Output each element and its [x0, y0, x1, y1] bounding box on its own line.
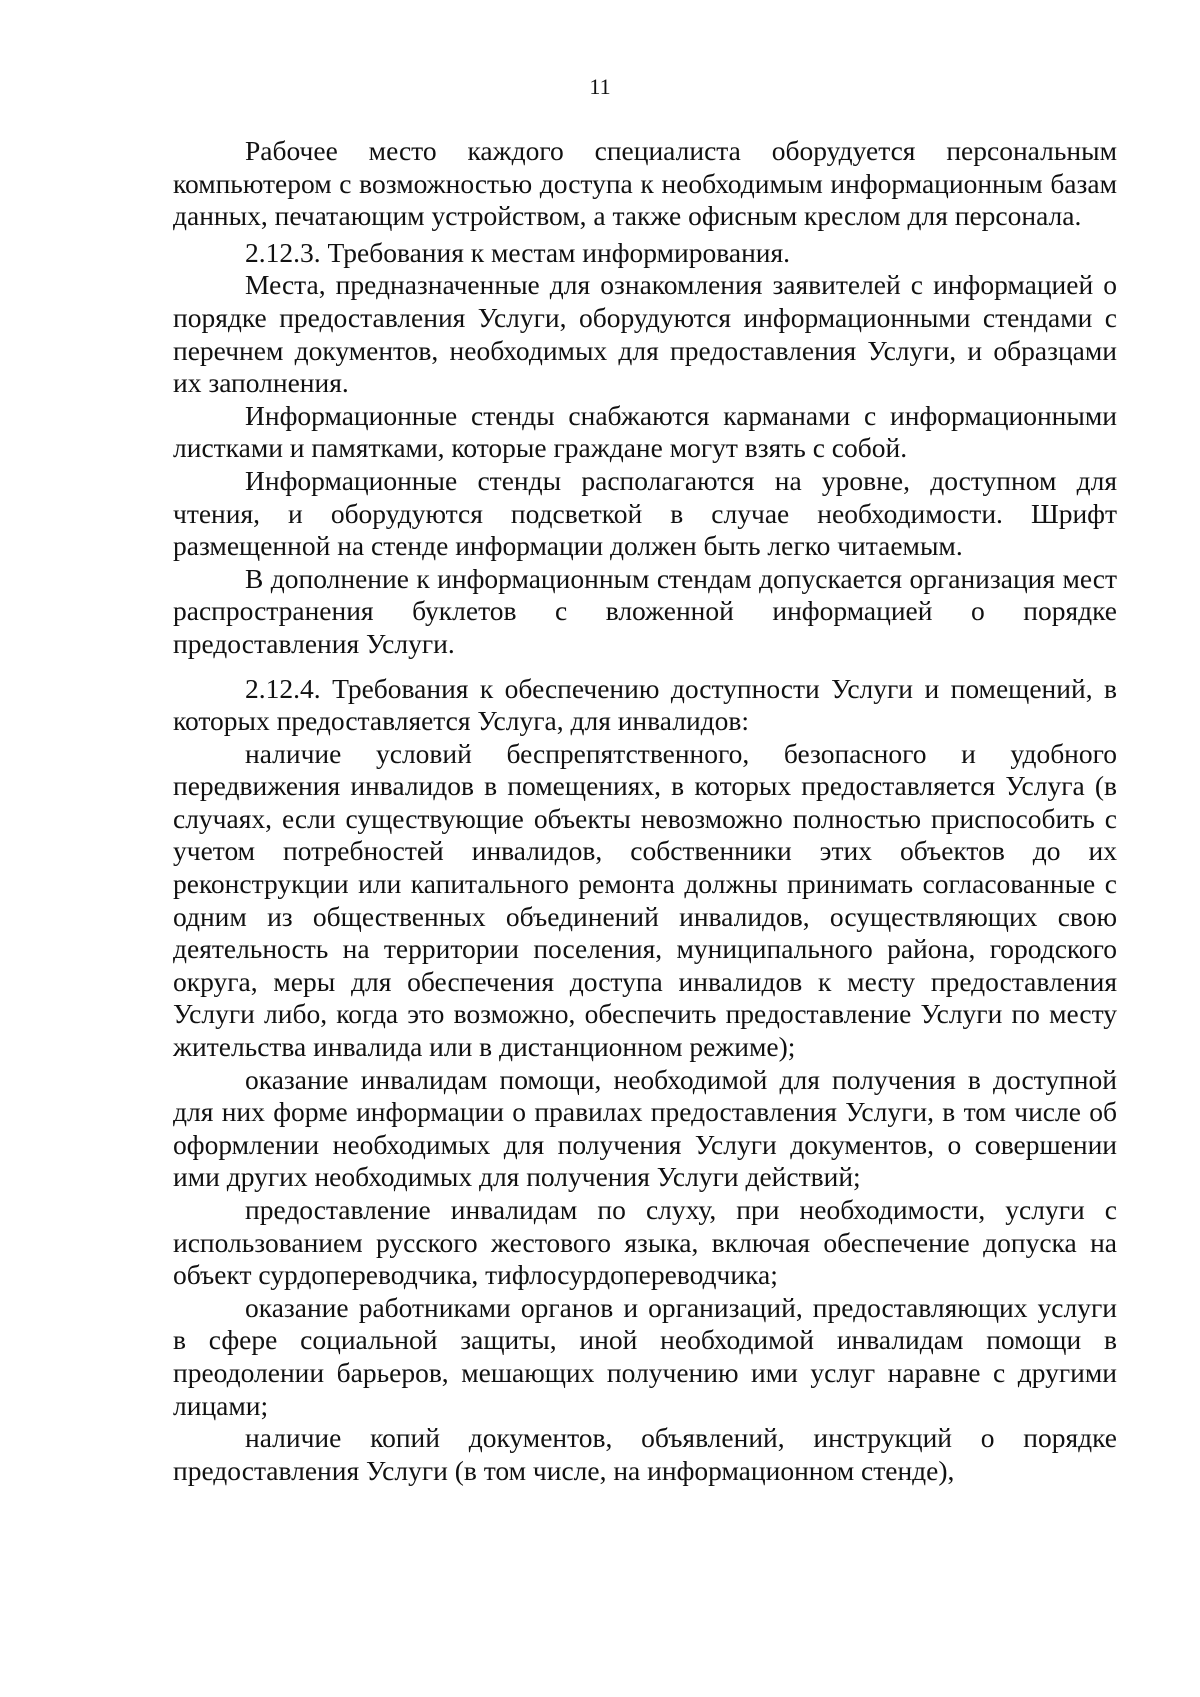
list-item-overcoming-barriers: оказание работниками органов и организаций, предоставляющих услуги в сфере социальной защиты, иной необходимой инвалидам помощи в преодолении барьеров, мешающих получению ими услуг наравне с другими лицами;	[173, 1291, 1117, 1421]
list-item-assistance-information: оказание инвалидам помощи, необходимой для получения в доступной для них форме информации о правилах предоставления Услуги, в том числе об оформлении необходимых для получения Услуги документов, о совершении ими других необходимых для получения Услуги действий;	[173, 1063, 1117, 1193]
paragraph-booklets: В дополнение к информационным стендам допускается организация мест распространения буклетов с вложенной информацией о порядке предоставления Услуги.	[173, 562, 1117, 659]
document-body	[173, 135, 1117, 1487]
section-heading-2-12-4: 2.12.4. Требования к обеспечению доступности Услуги и помещений, в которых предоставляется Услуга, для инвалидов:	[173, 672, 1117, 737]
list-item-barrier-free-movement: наличие условий беспрепятственного, безопасного и удобного передвижения инвалидов в помещениях, в которых предоставляется Услуга (в случаях, если существующие объекты невозможно полностью приспособить с учетом потребностей инвалидов, собственники этих объектов до их реконструкции или капитального ремонта должны принимать согласованные с одним из общественных объединений инвалидов, осуществляющих свою деятельность на территории поселения, муниципального района, городского округа, меры для обеспечения доступа инвалидов к месту предоставления Услуги либо, когда это возможно, обеспечить предоставление Услуги по месту жительства инвалида или в дистанционном режиме);	[173, 737, 1117, 1063]
paragraph-workplace-equipment: Рабочее место каждого специалиста оборудуется персональным компьютером с возможностью доступа к необходимым информационным базам данных, печатающим устройством, а также офисным креслом для персонала.	[173, 135, 1117, 232]
paragraph-info-stands-pockets: Информационные стенды снабжаются карманами с информационными листками и памятками, которые граждане могут взять с собой.	[173, 399, 1117, 464]
page-number: 11	[589, 74, 611, 99]
paragraph-info-stands-placement: Информационные стенды располагаются на уровне, доступном для чтения, и оборудуются подсветкой в случае необходимости. Шрифт размещенной на стенде информации должен быть легко читаемым.	[173, 464, 1117, 562]
section-heading-2-12-3: 2.12.3. Требования к местам информирования.	[245, 236, 791, 268]
list-item-document-copies: наличие копий документов, объявлений, инструкций о порядке предоставления Услуги (в том числе, на информационном стенде),	[173, 1422, 1117, 1486]
list-item-sign-language: предоставление инвалидам по слуху, при необходимости, услуги с использованием русского жестового языка, включая обеспечение допуска на объект сурдопереводчика, тифлосурдопереводчика;	[173, 1194, 1117, 1291]
paragraph-information-places: Места, предназначенные для ознакомления заявителей с информацией о порядке предоставления Услуги, оборудуются информационными стендами с перечнем документов, необходимых для предоставления Услуги, и образцами их заполнения.	[173, 269, 1117, 399]
